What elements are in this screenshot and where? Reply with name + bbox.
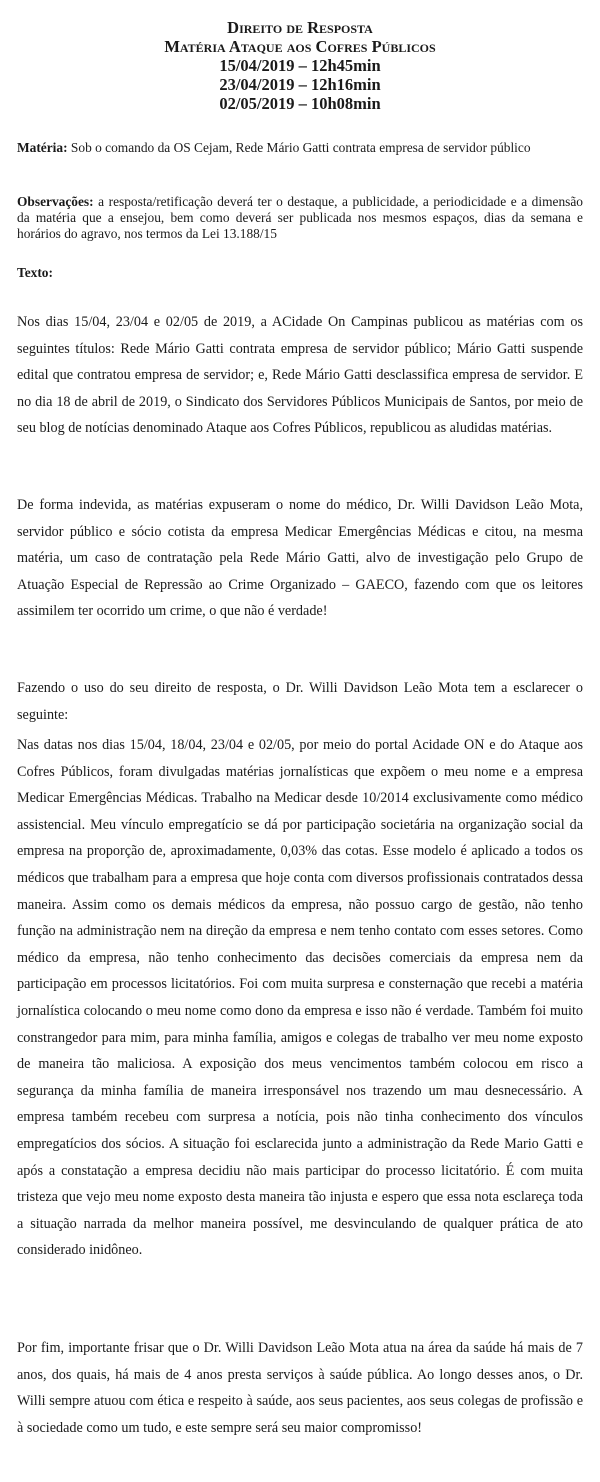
observacoes-block — [17, 194, 583, 242]
paragraph: Nas datas nos dias 15/04, 18/04, 23/04 e 02/05, por meio do portal Acidade ON e do Ataque aos Cofres Públicos, foram divulgadas matérias jornalísticas que expõem o meu nome e a empresa Medicar Emergências Médicas. Trabalho na Medicar desde 10/2014 exclusivamente como médico assistencial. Meu vínculo empregatício se dá por participação societária na organização social da empresa na proporção de, aproximadamente, 0,03% das cotas. Esse modelo é aplicado a todos os médicos que trabalham para a empresa que hoje conta com diversos profissionais contratados dessa maneira. Assim como os demais médicos da empresa, não possuo cargo de gestão, não tenho função na administração nem na direção da empresa e nem tenho contato com esses setores. Como médico da empresa, não tenho conhecimento das decisões comerciais da empresa nem da participação em processos licitatórios. Foi com muita surpresa e consternação que recebi a matéria jornalística colocando o meu nome como dono da empresa e isso não é verdade. Também foi muito constrangedor para mim, para minha família, amigos e colegas de trabalho ver meu nome exposto de maneira tão maliciosa. A exposição dos meus vencimentos também colocou em risco a segurança da minha família de maneira irresponsável nos trazendo um mau desnecessário. A empresa também recebeu com surpresa a notícia, pois não tinha conhecimento dos vínculos empregatícios dos sócios. A situação foi esclarecida junto a administração da Rede Mario Gatti e após a constatação a empresa decidiu não mais participar do processo licitatório. É com muita tristeza que vejo meu nome exposto desta maneira tão injusta e espero que essa nota esclareça toda a situação narrada da melhor maneira possível, me desvinculando de qualquer prática de ato considerado inidôneo. — [17, 737, 583, 1259]
document-header — [0, 18, 600, 113]
texto-label: Texto: — [17, 265, 53, 280]
materia-block — [17, 140, 583, 156]
texto-block — [17, 265, 583, 281]
header-date: 15/04/2019 – 12h45min — [219, 56, 381, 75]
header-title: Direito de Resposta — [227, 18, 373, 37]
materia-text: Sob o comando da OS Cejam, Rede Mário Gatti contrata empresa de servidor público — [70, 140, 531, 155]
header-date: 23/04/2019 – 12h16min — [219, 75, 381, 94]
paragraph: Nos dias 15/04, 23/04 e 02/05 de 2019, a ACidade On Campinas publicou as matérias com os seguintes títulos: Rede Mário Gatti contrata empresa de servidor público; Mário Gatti suspende edital que contratou empresa de servidor; e, Rede Mário Gatti desclassifica empresa de servidor. E no dia 18 de abril de 2019, o Sindicato dos Servidores Públicos Municipais de Santos, por meio de seu blog de notícias denominado Ataque aos Cofres Públicos, republicou as aludidas matérias. — [17, 314, 583, 437]
paragraph: Por fim, importante frisar que o Dr. Willi Davidson Leão Mota atua na área da saúde há mais de 7 anos, dos quais, há mais de 4 anos presta serviços à saúde pública. Ao longo desses anos, o Dr. Willi sempre atuou com ética e respeito à saúde, aos seus pacientes, aos seus colegas de profissão e à sociedade como um tudo, e este sempre será seu maior compromisso! — [17, 1340, 583, 1436]
paragraph: Fazendo o uso do seu direito de resposta, o Dr. Willi Davidson Leão Mota tem a esclarecer o seguinte: — [17, 680, 583, 723]
paragraph: De forma indevida, as matérias expuseram o nome do médico, Dr. Willi Davidson Leão Mota, servidor público e sócio cotista da empresa Medicar Emergências Médicas e citou, na mesma matéria, um caso de contratação pela Rede Mário Gatti, alvo de investigação pelo Grupo de Atuação Especial de Repressão ao Crime Organizado – GAECO, fazendo com que os leitores assimilem ter ocorrido um crime, o que não é verdade! — [17, 497, 583, 620]
header-date: 02/05/2019 – 10h08min — [219, 94, 381, 113]
observacoes-text: a resposta/retificação deverá ter o destaque, a publicidade, a periodicidade e a dimensão da matéria que a ensejou, bem como deverá ser publicada nos mesmos espaços, dias da semana e horários do agravo, nos termos da Lei 13.188/15 — [17, 194, 583, 241]
observacoes-label: Observações: — [17, 194, 94, 209]
header-subtitle: Matéria Ataque aos Cofres Públicos — [164, 37, 436, 56]
materia-label: Matéria: — [17, 140, 68, 155]
